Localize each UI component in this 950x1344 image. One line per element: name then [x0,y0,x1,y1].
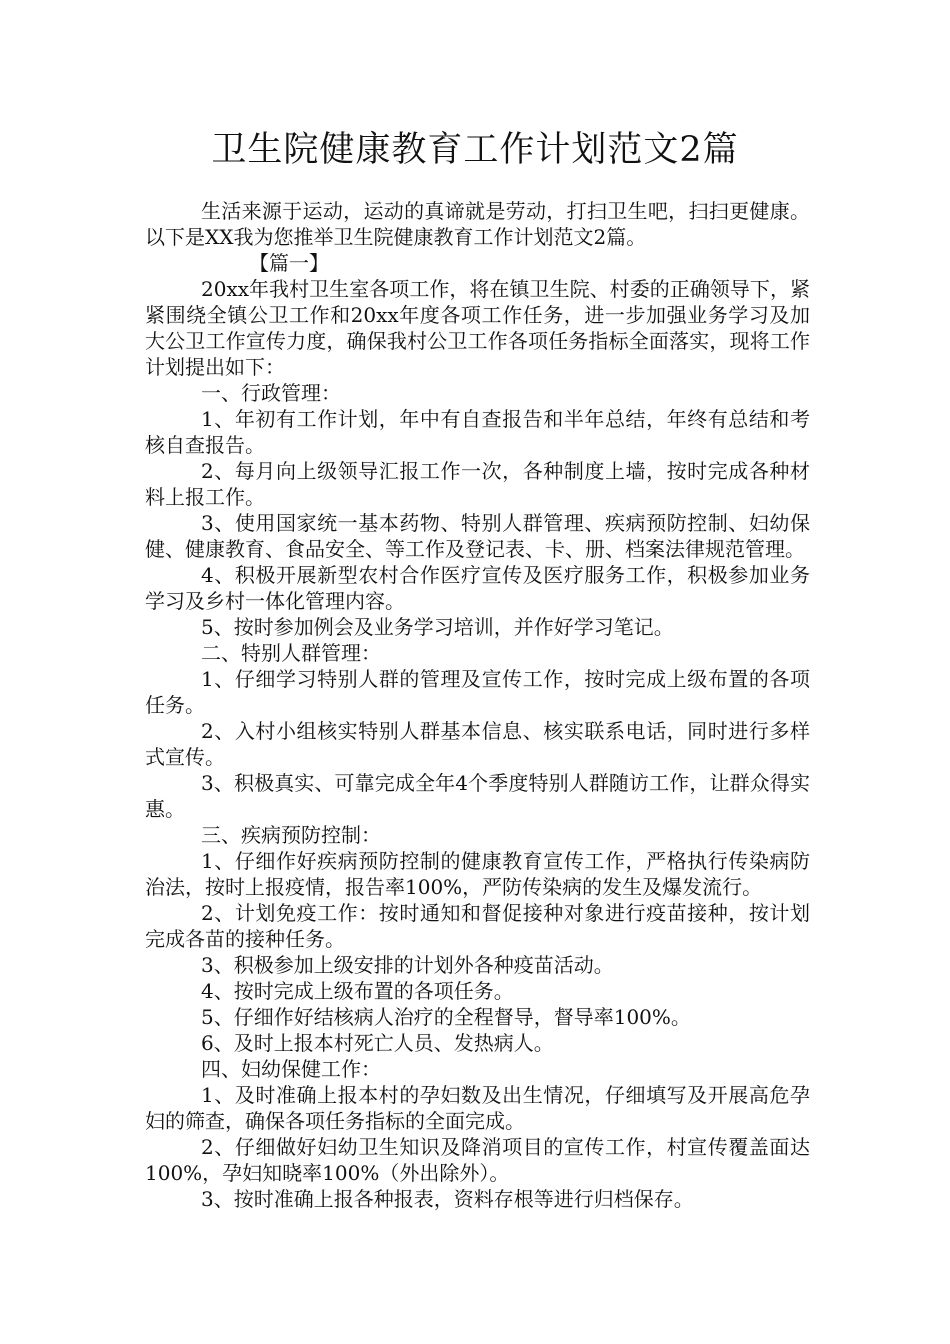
paragraph: 3、按时准确上报各种报表，资料存根等进行归档保存。 [201,1187,694,1211]
paragraph: 2、仔细做好妇幼卫生知识及降消项目的宣传工作，村宣传覆盖面达100%，孕妇知晓率100%（外出除外）。 [145,1135,810,1185]
paragraph: 3、使用国家统一基本药物、特别人群管理、疾病预防控制、妇幼保健、健康教育、食品安全、等工作及登记表、卡、册、档案法律规范管理。 [145,511,810,561]
paragraph: 1、仔细作好疾病预防控制的健康教育宣传工作，严格执行传染病防治法，按时上报疫情，报告率100%，严防传染病的发生及爆发流行。 [145,849,810,899]
heading-disease-control: 三、疾病预防控制： [201,823,381,847]
paragraph: 1、年初有工作计划，年中有自查报告和半年总结，年终有总结和考核自查报告。 [145,407,810,457]
paragraph: 3、积极真实、可靠完成全年4个季度特别人群随访工作，让群众得实惠。 [145,771,810,821]
paragraph: 2、入村小组核实特别人群基本信息、核实联系电话，同时进行多样式宣传。 [145,719,810,769]
paragraph: 4、积极开展新型农村合作医疗宣传及医疗服务工作，积极参加业务学习及乡村一体化管理内容。 [145,563,810,613]
heading-special-groups: 二、特别人群管理： [201,641,381,665]
paragraph: 6、及时上报本村死亡人员、发热病人。 [201,1031,554,1055]
intro-paragraph: 生活来源于运动，运动的真谛就是劳动，打扫卫生吧，扫扫更健康。以下是XX我为您推举卫生院健康教育工作计划范文2篇。 [145,199,810,249]
paragraph: 5、按时参加例会及业务学习培训，并作好学习笔记。 [201,615,674,639]
document-title: 卫生院健康教育工作计划范文2篇 [211,130,739,170]
heading-administration: 一、行政管理： [201,381,341,405]
paragraph: 20xx年我村卫生室各项工作，将在镇卫生院、村委的正确领导下，紧紧围绕全镇公卫工作和20xx年度各项工作任务，进一步加强业务学习及加大公卫工作宣传力度，确保我村公卫工作各项任务指标全面落实，现将工作计划提出如下： [145,277,810,379]
paragraph: 5、仔细作好结核病人治疗的全程督导，督导率100%。 [201,1005,691,1029]
paragraph: 4、按时完成上级布置的各项任务。 [201,979,514,1003]
paragraph: 2、每月向上级领导汇报工作一次，各种制度上墙，按时完成各种材料上报工作。 [145,459,810,509]
heading-maternal-child-health: 四、妇幼保健工作： [201,1057,381,1081]
section-label: 【篇一】 [249,251,329,275]
paragraph: 1、仔细学习特别人群的管理及宣传工作，按时完成上级布置的各项任务。 [145,667,810,717]
document-body [145,198,810,1212]
paragraph: 3、积极参加上级安排的计划外各种疫苗活动。 [201,953,614,977]
paragraph: 1、及时准确上报本村的孕妇数及出生情况，仔细填写及开展高危孕妇的筛查，确保各项任务指标的全面完成。 [145,1083,810,1133]
paragraph: 2、计划免疫工作：按时通知和督促接种对象进行疫苗接种，按计划完成各苗的接种任务。 [145,901,810,951]
